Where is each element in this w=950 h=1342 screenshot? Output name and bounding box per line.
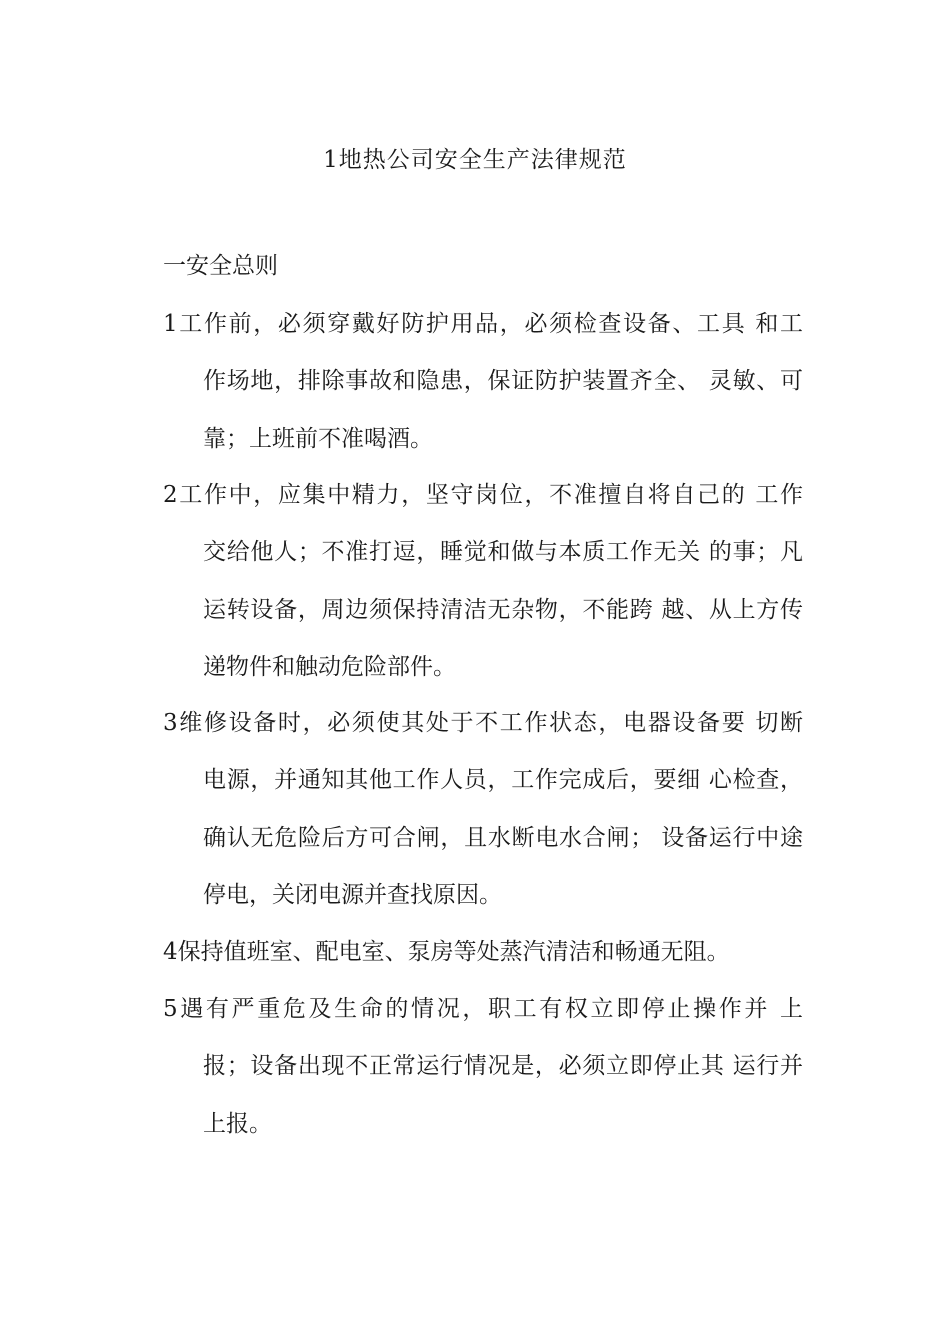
clause-line: 确认无危险后方可合闸，且水断电水合闸； 设备运行中途 xyxy=(203,824,803,851)
clause-line: 交给他人；不准打逗，睡觉和做与本质工作无关 的事；凡 xyxy=(203,539,803,566)
clause-line: 5遇有严重危及生命的情况，职工有权立即停止操作并 上 xyxy=(163,996,803,1022)
clause-1 xyxy=(163,304,803,476)
clause-line: 报；设备出现不正常运行情况是，必须立即停止其 运行并 xyxy=(203,1053,803,1080)
page-title: 1地热公司安全生产法律规范 xyxy=(323,147,627,173)
clause-4 xyxy=(163,932,803,989)
clause-line: 停电，关闭电源并查找原因。 xyxy=(203,881,502,908)
clause-line: 运转设备，周边须保持清洁无杂物，不能跨 越、从上方传 xyxy=(203,596,803,623)
clause-line: 4保持值班室、配电室、泵房等处蒸汽清洁和畅通无阻。 xyxy=(163,939,730,965)
clause-line: 2工作中，应集中精力，坚守岗位，不准擅自将自己的 工作 xyxy=(163,482,803,508)
clause-5 xyxy=(163,989,803,1161)
clause-2 xyxy=(163,475,803,704)
clause-3 xyxy=(163,703,803,932)
clause-line: 3维修设备时，必须使其处于不工作状态，电器设备要 切断 xyxy=(163,710,803,736)
clause-line: 靠；上班前不准喝酒。 xyxy=(203,425,433,452)
section-heading: 一安全总则 xyxy=(163,253,278,279)
clause-line: 递物件和触动危险部件。 xyxy=(203,653,456,680)
clause-line: 上报。 xyxy=(203,1110,272,1137)
clause-line: 1工作前，必须穿戴好防护用品，必须检查设备、工具 和工 xyxy=(163,311,803,337)
clause-line: 电源，并通知其他工作人员，工作完成后，要细 心检查， xyxy=(203,767,803,794)
clause-line: 作场地，排除事故和隐患，保证防护装置齐全、 灵敏、可 xyxy=(203,368,803,395)
